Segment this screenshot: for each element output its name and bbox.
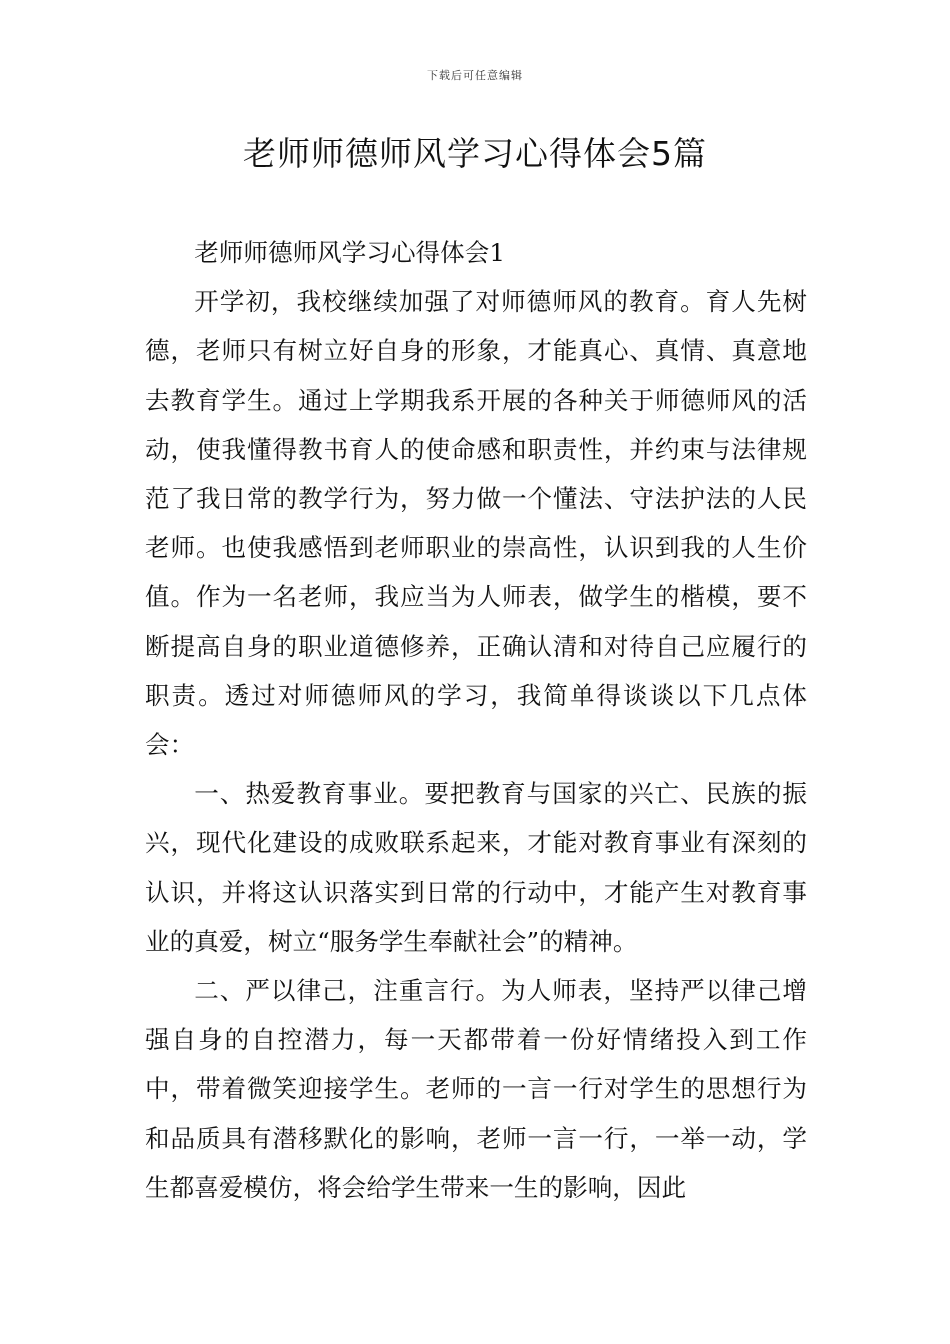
section-heading: 老师师德师风学习心得体会1 bbox=[194, 238, 505, 267]
paragraph-intro: 开学初，我校继续加强了对师德师风的教育。育人先树德，老师只有树立好自身的形象，才能真心、真情、真意地去教育学生。通过上学期我系开展的各种关于师德师风的活动，使我懂得教书育人的使命感和职责性，并约束与法律规范了我日常的教学行为，努力做一个懂法、守法护法的人民老师。也使我感悟到老师职业的崇高性，认识到我的人生价值。作为一名老师，我应当为人师表，做学生的楷模，要不断提高自身的职业道德修养，正确认清和对待自己应履行的职责。透过对师德师风的学习，我简单得谈谈以下几点体会： bbox=[145, 287, 807, 760]
paragraph-point-one: 一、热爱教育事业。要把教育与国家的兴亡、民族的振兴，现代化建设的成败联系起来，才能对教育事业有深刻的认识，并将这认识落实到日常的行动中，才能产生对教育事业的真爱，树立“服务学生奉献社会”的精神。 bbox=[145, 779, 807, 956]
document-title: 老师师德师风学习心得体会5篇 bbox=[243, 134, 707, 173]
paragraph-point-two: 二、严以律己，注重言行。为人师表，坚持严以律己增强自身的自控潜力，每一天都带着一份好情绪投入到工作中，带着微笑迎接学生。老师的一言一行对学生的思想行为和品质具有潜移默化的影响，老师一言一行，一举一动，学生都喜爱模仿，将会给学生带来一生的影响，因此 bbox=[145, 976, 807, 1202]
document-body bbox=[145, 228, 807, 1212]
header-note: 下载后可任意编辑 bbox=[427, 69, 523, 82]
